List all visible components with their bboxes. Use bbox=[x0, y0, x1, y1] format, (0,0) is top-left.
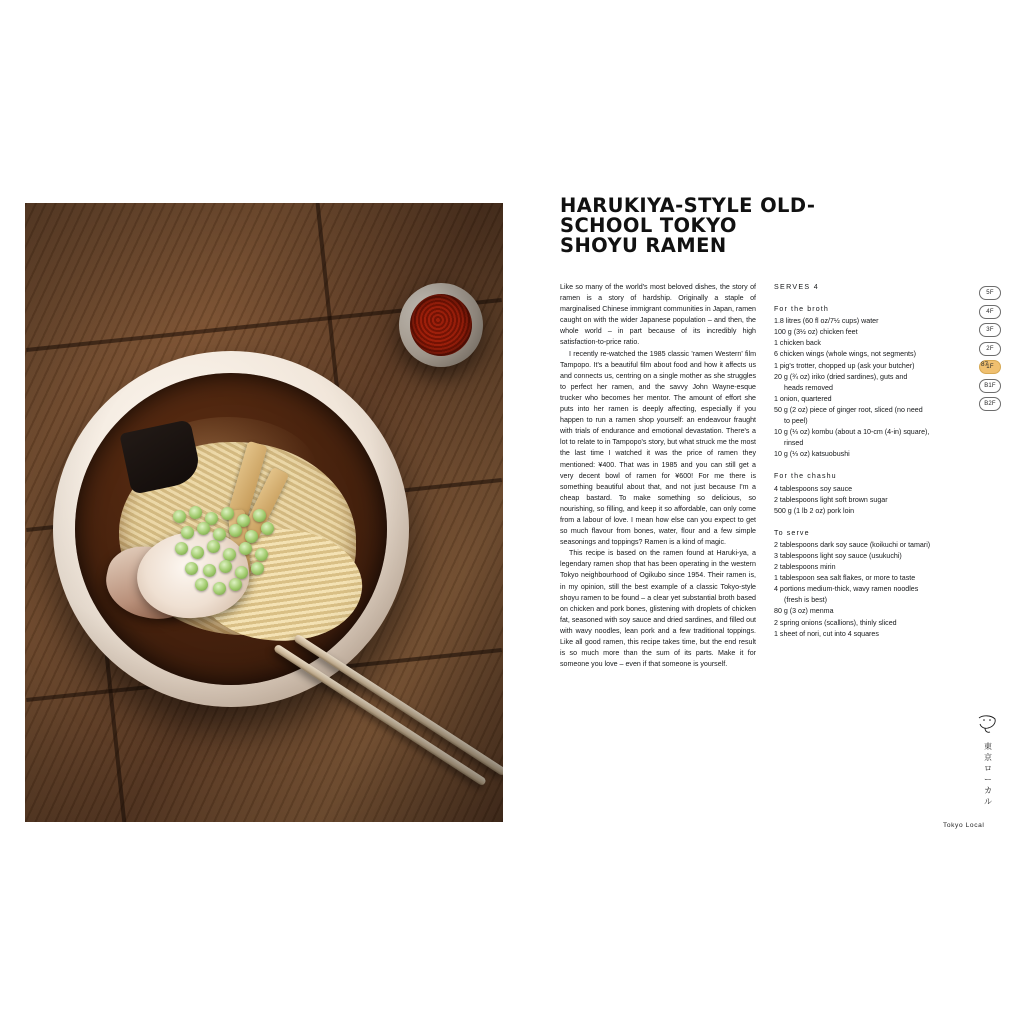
page-number: 87 bbox=[981, 361, 989, 368]
floor-tab-strip[interactable] bbox=[979, 286, 1003, 416]
ingredient-item: 100 g (3½ oz) chicken feet bbox=[774, 328, 858, 337]
chapter-label-roman: Tokyo Local bbox=[943, 822, 985, 829]
ingredient-item: 2 tablespoons dark soy sauce (koikuchi or tamari) bbox=[774, 540, 931, 549]
ingredient-item: 10 g (⅓ oz) katsuobushi bbox=[774, 450, 850, 459]
ingredient-item-continuation: rinsed bbox=[784, 439, 804, 448]
ingredient-item: 1 chicken back bbox=[774, 339, 821, 348]
ingredient-item: 50 g (2 oz) piece of ginger root, sliced (no need bbox=[774, 405, 923, 414]
page-title: HARUKIYA-STYLE OLD-SCHOOL TOKYO SHOYU RAMEN bbox=[560, 194, 816, 257]
tab-1f[interactable]: 1F bbox=[979, 360, 1001, 374]
ingredient-item-continuation: heads removed bbox=[784, 383, 833, 392]
serves-label: SERVES 4 bbox=[774, 283, 819, 291]
chapter-label-vertical-text: 東 京 ロ ー カ ル bbox=[984, 742, 992, 806]
recipe-introduction bbox=[560, 282, 756, 670]
chapter-label-vertical bbox=[981, 741, 995, 807]
ingredient-item: 2 tablespoons mirin bbox=[774, 563, 836, 572]
recipe-text-page bbox=[560, 196, 980, 836]
intro-paragraph: I recently re-watched the 1985 classic 'ramen Western' film Tampopo. It's a beautiful film about food and how it affects us and connects us, centring on a single mother as she struggles to perfect her ramen, and the savvy John Wayne-esque trucker who becomes her mentor. The amount of effort she puts into her ramen is deeply affecting, especially if you happen to run a ramen shop yourself: an endeavour fraught with trials of endurance and emotional devastation. There's a lot to relate to in Tampopo's story, but what struck me the most the last time I watched it was the price of ramen they mentioned: ¥400. That was in 1985 and you can still get a very decent bowl of ramen for ¥600! For me there is something beautiful about that, and not just because I'm a cheap bastard. To make something so delicious, so nourishing, so filling, and keep it so affordable, can only come from a labour of love. I mean how else can you expect to get so much flavour from bones, water, flour and a few simple seasonings and toppings? Ramen is a kind of magic. bbox=[560, 349, 756, 547]
ingredient-section-heading: To serve bbox=[774, 528, 810, 537]
tab-b1f[interactable]: B1F bbox=[979, 379, 1001, 393]
ingredient-item: 500 g (1 lb 2 oz) pork loin bbox=[774, 506, 855, 515]
photo-vignette bbox=[25, 203, 503, 822]
tab-5f[interactable]: 5F bbox=[979, 286, 1001, 300]
ingredient-item: 20 g (¾ oz) iriko (dried sardines), guts and bbox=[774, 372, 908, 381]
ingredient-list bbox=[774, 540, 980, 640]
ingredient-section-heading: For the chashu bbox=[774, 472, 837, 481]
ingredient-list bbox=[774, 484, 980, 517]
ingredient-item: 2 spring onions (scallions), thinly sliced bbox=[774, 618, 897, 627]
tab-2f[interactable]: 2F bbox=[979, 342, 1001, 356]
ingredient-item: 3 tablespoons light soy sauce (usukuchi) bbox=[774, 551, 902, 560]
ingredient-item: 4 portions medium-thick, wavy ramen noodles bbox=[774, 585, 919, 594]
tab-b2f[interactable]: B2F bbox=[979, 397, 1001, 411]
ingredient-item: 10 g (⅓ oz) kombu (about a 10-cm (4-in) square), bbox=[774, 428, 930, 437]
ingredient-item: 1.8 litres (60 fl oz/7½ cups) water bbox=[774, 317, 879, 326]
recipe-photograph bbox=[25, 203, 503, 822]
ingredient-list bbox=[774, 316, 980, 460]
chapter-glyph-icon bbox=[976, 713, 998, 735]
intro-paragraph: This recipe is based on the ramen found at Haruki-ya, a legendary ramen shop that has been operating in the western Tokyo neighbourhood of Ogikubo since 1954. Their ramen is, in my opinion, still the best example of a classic Tokyo-style shoyu ramen to be found – a clear yet substantial broth based on chicken and pork bones, glistening with droplets of chicken fat, seasoned with soy sauce and dried sardines, and filled out with wavy noodles, lean pork and a few traditional toppings. Like all good ramen, this recipe takes time, but the end result is so much more than the sum of its parts. Make it for someone you love – even if that someone is yourself. bbox=[560, 549, 756, 669]
intro-paragraph: Like so many of the world's most beloved dishes, the story of ramen is a story of hardship. Originally a staple of marginalised Chinese immigrant communities in Japan, ramen caught on with the wider Japanese population – and then, the whole world – in part because of its incredibly high satisfaction-to-price ratio. bbox=[560, 283, 756, 347]
ingredient-item: 6 chicken wings (whole wings, not segments) bbox=[774, 350, 916, 359]
ingredient-item: 2 tablespoons light soft brown sugar bbox=[774, 495, 888, 504]
tab-3f[interactable]: 3F bbox=[979, 323, 1001, 337]
ingredients-column bbox=[774, 282, 980, 670]
ingredient-item: 1 onion, quartered bbox=[774, 394, 832, 403]
ingredient-item: 1 tablespoon sea salt flakes, or more to taste bbox=[774, 574, 916, 583]
ingredient-item: 1 sheet of nori, cut into 4 squares bbox=[774, 629, 879, 638]
two-column-layout bbox=[560, 282, 980, 670]
ingredient-item-continuation: to peel) bbox=[784, 417, 808, 426]
ingredient-item: 1 pig's trotter, chopped up (ask your butcher) bbox=[774, 361, 915, 370]
ingredient-item: 4 tablespoons soy sauce bbox=[774, 484, 853, 493]
ingredient-item: 80 g (3 oz) menma bbox=[774, 607, 834, 616]
tab-4f[interactable]: 4F bbox=[979, 305, 1001, 319]
ingredient-section-heading: For the broth bbox=[774, 305, 829, 314]
ingredient-item-continuation: (fresh is best) bbox=[784, 596, 827, 605]
